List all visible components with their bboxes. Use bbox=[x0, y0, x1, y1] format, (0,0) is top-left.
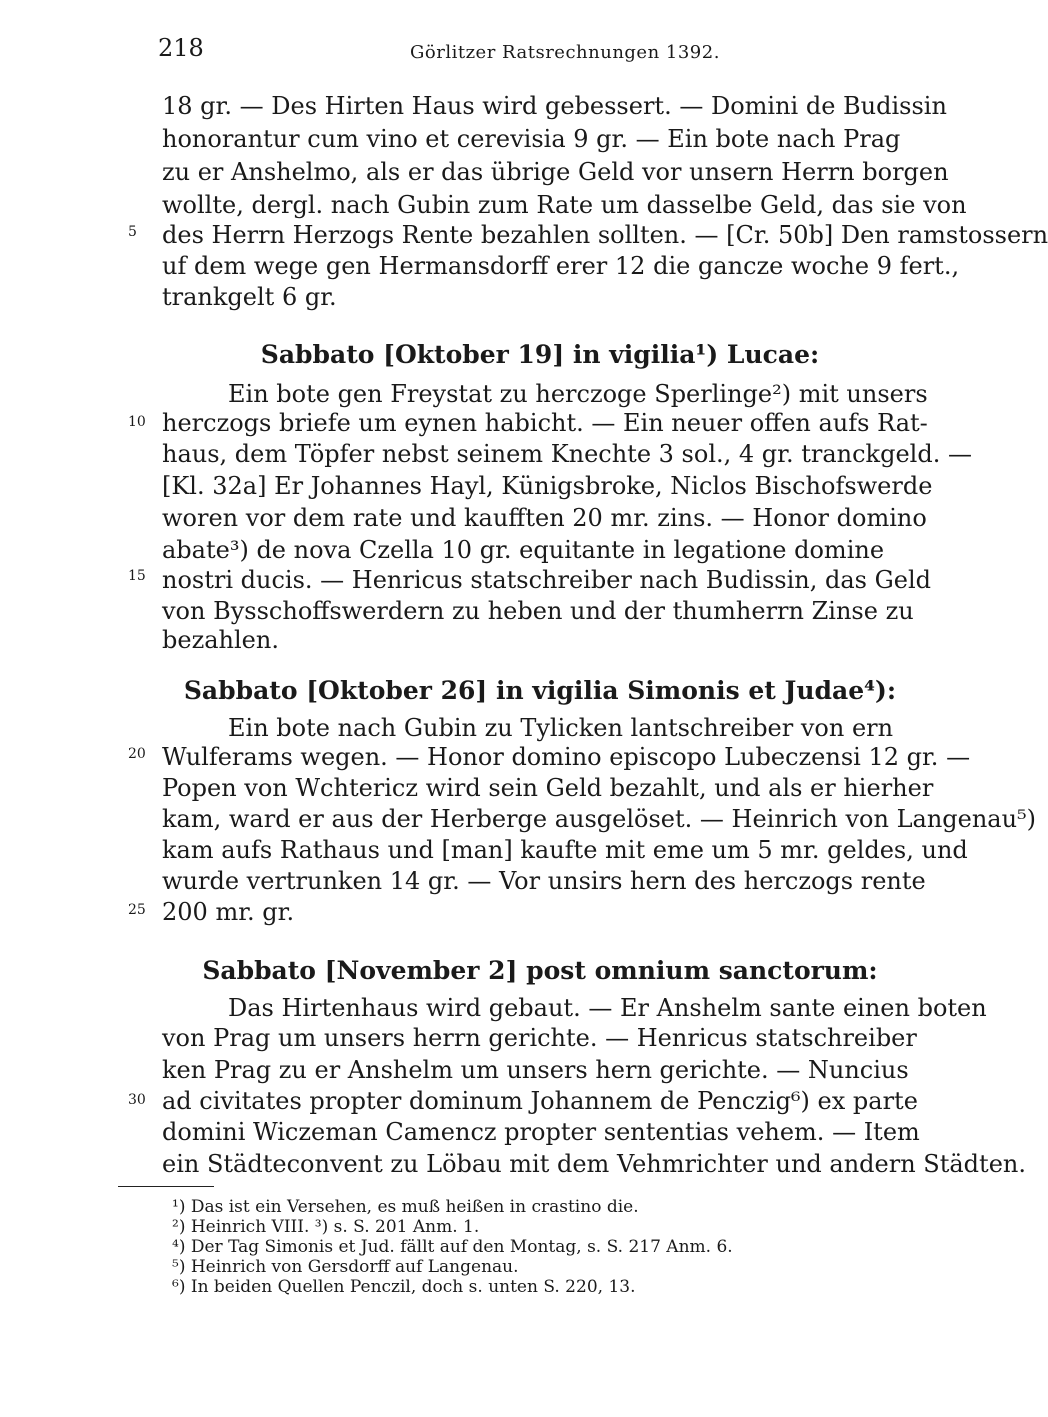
footnote: ⁵) Heinrich von Gersdorff auf Langenau. bbox=[172, 1257, 519, 1277]
text-line: kam aufs Rathaus und [man] kaufte mit eme um 5 mr. geldes, und bbox=[162, 836, 968, 864]
text-line: ein Städteconvent zu Löbau mit dem Vehmrichter und andern Städten. bbox=[162, 1150, 1026, 1178]
text-line: Das Hirtenhaus wird gebaut. — Er Anshelm sante einen boten bbox=[228, 994, 987, 1022]
text-line: des Herrn Herzogs Rente bezahlen sollten. — [Cr. 50b] Den ramstossern bbox=[162, 221, 1048, 249]
page-number: 218 bbox=[158, 34, 204, 62]
running-title: Görlitzer Ratsrechnungen 1392. bbox=[410, 42, 720, 63]
text-line: haus, dem Töpfer nebst seinem Knechte 3 sol., 4 gr. tranckgeld. — bbox=[162, 440, 972, 468]
text-line: kam, ward er aus der Herberge ausgelöset. — Heinrich von Langenau⁵) bbox=[162, 805, 1037, 833]
text-line: von Bysschoffswerdern zu heben und der thumherrn Zinse zu bbox=[162, 597, 914, 625]
footnote: ²) Heinrich VIII. ³) s. S. 201 Anm. 1. bbox=[172, 1217, 480, 1237]
text-line: Wulferams wegen. — Honor domino episcopo Lubeczensi 12 gr. — bbox=[162, 743, 971, 771]
text-line: ad civitates propter dominum Johannem de Penczig⁶) ex parte bbox=[162, 1087, 918, 1115]
footnote: ⁴) Der Tag Simonis et Jud. fällt auf den Montag, s. S. 217 Anm. 6. bbox=[172, 1237, 733, 1257]
text-line: 18 gr. — Des Hirten Haus wird gebessert. — Domini de Budissin bbox=[162, 92, 947, 120]
text-line: Popen von Wchtericz wird sein Geld bezahlt, und als er hierher bbox=[162, 774, 934, 802]
text-line: wollte, dergl. nach Gubin zum Rate um dasselbe Geld, das sie von bbox=[162, 191, 967, 219]
text-line: wurde vertrunken 14 gr. — Vor unsirs hern des herczogs rente bbox=[162, 867, 926, 895]
text-line: honorantur cum vino et cerevisia 9 gr. — Ein bote nach Prag bbox=[162, 125, 901, 153]
section-heading: Sabbato [Oktober 19] in vigilia¹) Lucae: bbox=[260, 340, 820, 369]
line-number: 20 bbox=[128, 746, 146, 762]
text-line: abate³) de nova Czella 10 gr. equitante in legatione domine bbox=[162, 536, 885, 564]
footnote: ⁶) In beiden Quellen Penczil, doch s. unten S. 220, 13. bbox=[172, 1277, 636, 1297]
text-line: [Kl. 32a] Er Johannes Hayl, Künigsbroke, Niclos Bischofswerde bbox=[162, 472, 933, 500]
text-line: woren vor dem rate und kaufften 20 mr. zins. — Honor domino bbox=[162, 504, 927, 532]
text-line: trankgelt 6 gr. bbox=[162, 283, 337, 311]
line-number: 30 bbox=[128, 1092, 146, 1108]
footnote: ¹) Das ist ein Versehen, es muß heißen in crastino die. bbox=[172, 1197, 639, 1217]
footnote-divider bbox=[118, 1186, 214, 1187]
line-number: 5 bbox=[128, 224, 137, 240]
text-line: herczogs briefe um eynen habicht. — Ein neuer offen aufs Rat- bbox=[162, 409, 928, 437]
text-line: von Prag um unsers herrn gerichte. — Henricus statschreiber bbox=[162, 1024, 917, 1052]
text-line: uf dem wege gen Hermansdorff erer 12 die gancze woche 9 fert., bbox=[162, 252, 960, 280]
text-line: bezahlen. bbox=[162, 626, 279, 654]
text-line: Ein bote nach Gubin zu Tylicken lantschreiber von ern bbox=[228, 714, 894, 742]
text-line: nostri ducis. — Henricus statschreiber nach Budissin, das Geld bbox=[162, 566, 931, 594]
text-line: ken Prag zu er Anshelm um unsers hern gerichte. — Nuncius bbox=[162, 1056, 909, 1084]
line-number: 15 bbox=[128, 568, 146, 584]
section-heading: Sabbato [November 2] post omnium sanctorum: bbox=[202, 956, 878, 985]
section-heading: Sabbato [Oktober 26] in vigilia Simonis et Judae⁴): bbox=[183, 676, 897, 705]
text-line: zu er Anshelmo, als er das übrige Geld vor unsern Herrn borgen bbox=[162, 158, 949, 186]
line-number: 10 bbox=[128, 414, 146, 430]
page-header bbox=[150, 34, 930, 74]
text-line: 200 mr. gr. bbox=[162, 898, 295, 926]
text-line: domini Wiczeman Camencz propter sententias vehem. — Item bbox=[162, 1118, 920, 1146]
text-line: Ein bote gen Freystat zu herczoge Sperlinge²) mit unsers bbox=[228, 380, 928, 408]
line-number: 25 bbox=[128, 902, 146, 918]
